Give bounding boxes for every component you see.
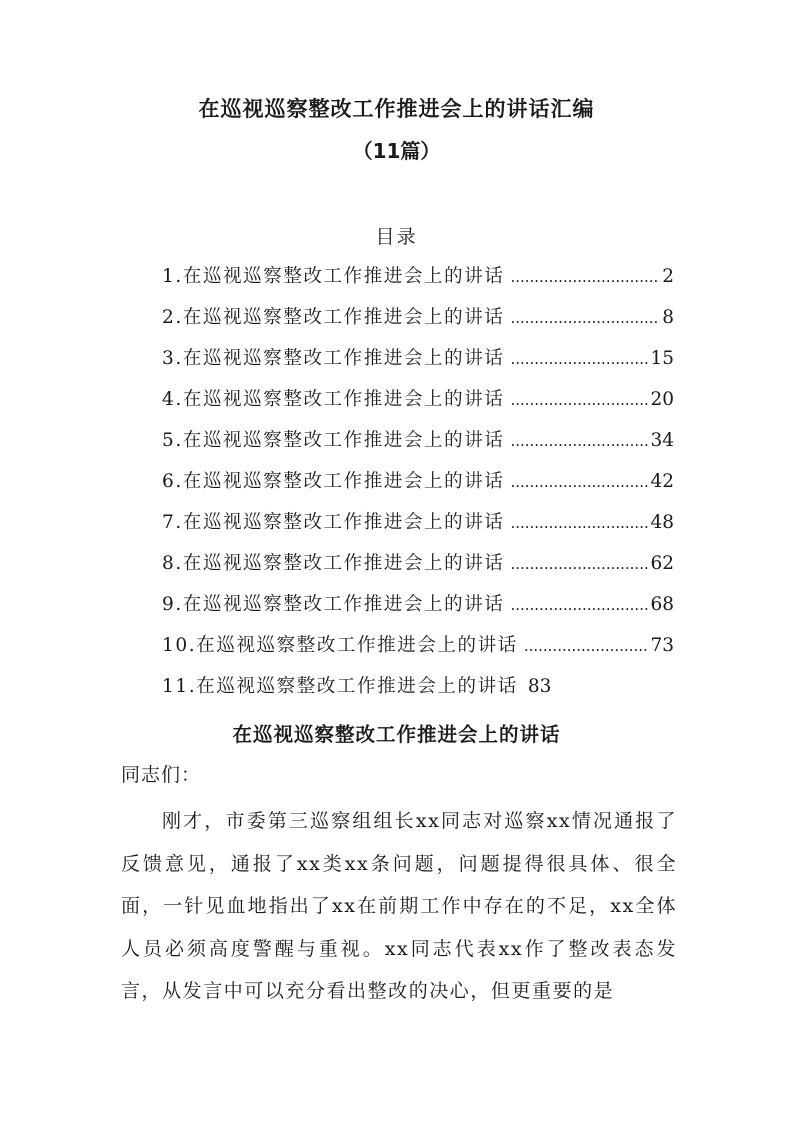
toc-entry-label: 9.在巡视巡察整改工作推进会上的讲话: [162, 594, 505, 615]
toc-page-number: 8: [662, 307, 674, 328]
toc-dot-leader: [510, 262, 660, 292]
toc-dot-leader: [510, 426, 648, 456]
toc-page-number: 83: [527, 676, 552, 697]
toc-entry-label: 7.在巡视巡察整改工作推进会上的讲话: [162, 512, 505, 533]
toc-entry[interactable]: [162, 549, 674, 590]
document-subtitle: （11篇）: [352, 139, 441, 163]
toc-entry[interactable]: [162, 508, 674, 549]
toc-dot-leader: [524, 631, 649, 661]
toc-dot-leader: [510, 344, 648, 374]
toc-entry[interactable]: [162, 344, 674, 385]
table-of-contents: [162, 262, 674, 713]
toc-entry[interactable]: [162, 631, 674, 672]
toc-entry[interactable]: [162, 303, 674, 344]
toc-entry-label: 6.在巡视巡察整改工作推进会上的讲话: [162, 471, 505, 492]
toc-page-number: 48: [650, 512, 674, 533]
toc-entry-label: 2.在巡视巡察整改工作推进会上的讲话: [162, 307, 505, 328]
toc-page-number: 68: [650, 594, 674, 615]
toc-dot-leader: [510, 467, 648, 497]
document-title: 在巡视巡察整改工作推进会上的讲话汇编: [198, 97, 595, 121]
toc-page-number: 42: [650, 471, 674, 492]
toc-entry[interactable]: [162, 426, 674, 467]
toc-entry[interactable]: [162, 590, 674, 631]
toc-page-number: 15: [650, 348, 674, 369]
toc-dot-leader: [510, 385, 648, 415]
toc-entry-label: 3.在巡视巡察整改工作推进会上的讲话: [162, 348, 505, 369]
toc-entry-label: 1.在巡视巡察整改工作推进会上的讲话: [162, 266, 505, 287]
section-title: 在巡视巡察整改工作推进会上的讲话: [232, 723, 561, 746]
toc-page-number: 2: [662, 266, 674, 287]
toc-entry[interactable]: [162, 262, 674, 303]
salutation: 同志们：: [121, 764, 202, 786]
toc-entry-label: 5.在巡视巡察整改工作推进会上的讲话: [162, 430, 505, 451]
toc-page-number: 20: [650, 389, 674, 410]
toc-entry-label: 10.在巡视巡察整改工作推进会上的讲话: [162, 635, 518, 656]
toc-entry-label: 4.在巡视巡察整改工作推进会上的讲话: [162, 389, 505, 410]
toc-entry[interactable]: [162, 672, 674, 713]
toc-page-number: 73: [650, 635, 674, 656]
toc-dot-leader: [510, 590, 648, 620]
body-paragraph: 刚才，市委第三巡察组组长xx同志对巡察xx情况通报了反馈意见，通报了xx类xx条问题，问题提得很具体、很全面，一针见血地指出了xx在前期工作中存在的不足，xx全体人员必须高度警醒与重视。xx同志代表xx作了整改表态发言，从发言中可以充分看出整改的决心，但更重要的是: [121, 810, 677, 1002]
toc-entry-label: 8.在巡视巡察整改工作推进会上的讲话: [162, 553, 505, 574]
toc-dot-leader: [510, 508, 648, 538]
toc-page-number: 34: [650, 430, 674, 451]
toc-dot-leader: [510, 549, 648, 579]
toc-dot-leader: [510, 303, 660, 333]
toc-entry-label: 11.在巡视巡察整改工作推进会上的讲话: [162, 676, 518, 697]
toc-entry[interactable]: [162, 467, 674, 508]
toc-entry[interactable]: [162, 385, 674, 426]
toc-page-number: 62: [650, 553, 674, 574]
toc-heading: 目录: [375, 226, 418, 248]
